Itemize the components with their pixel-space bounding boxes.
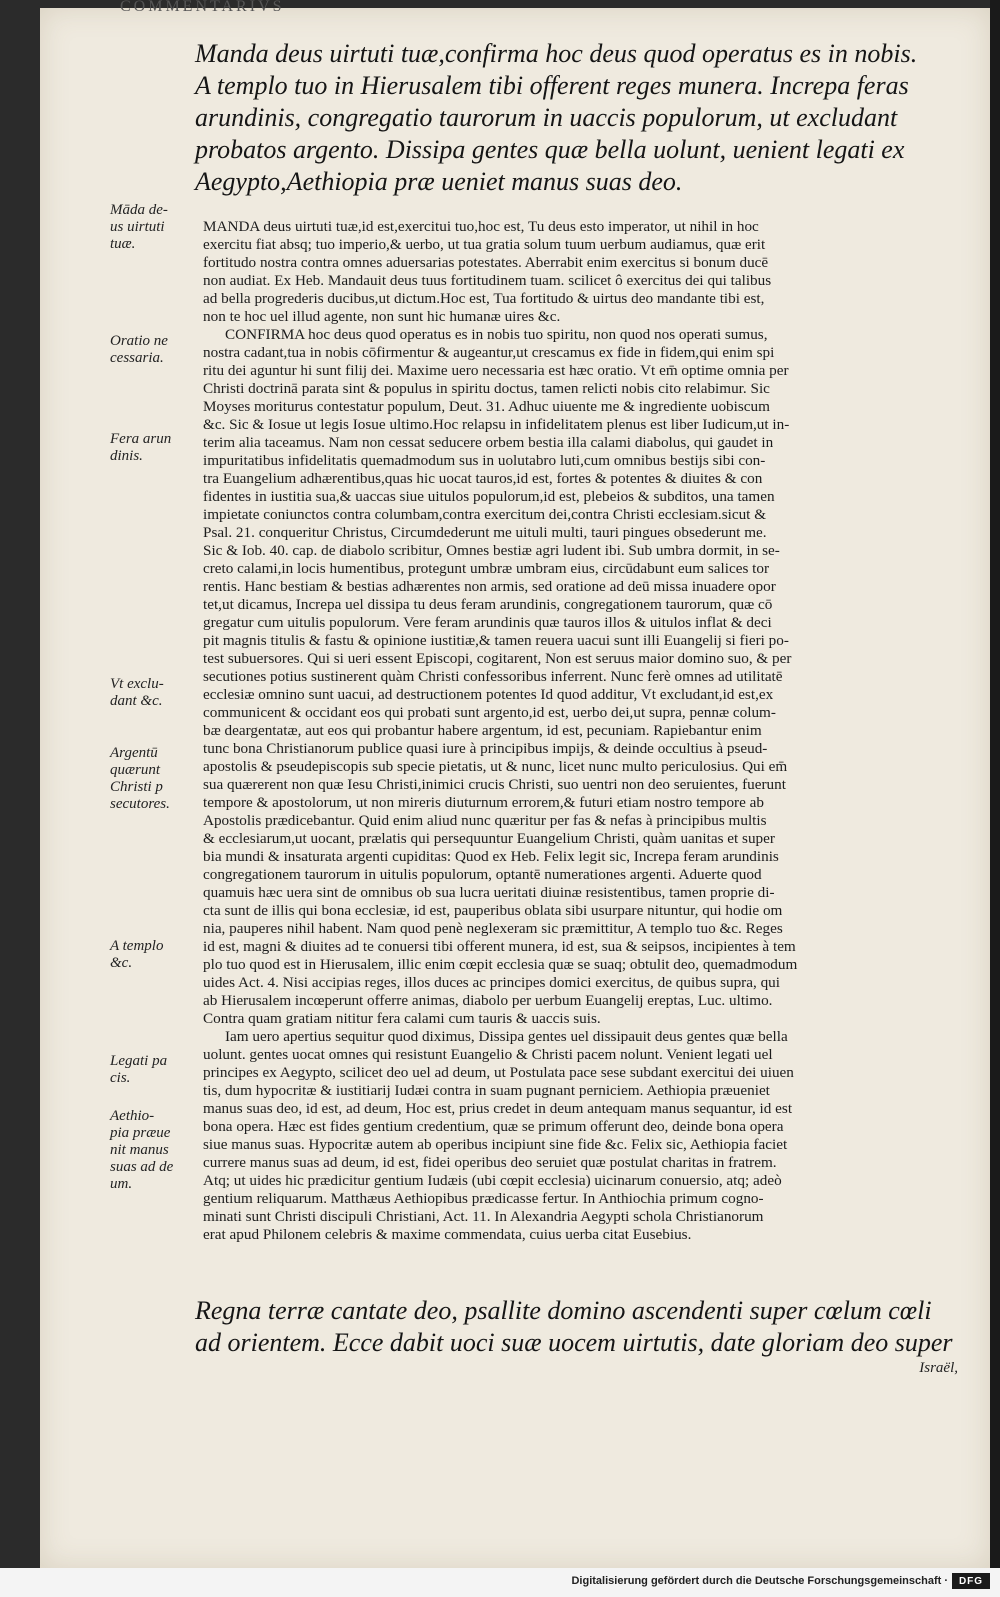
commentary-line: Psal. 21. conqueritur Christus, Circumdederunt me uituli multi, tauri pingues obsederunt me. [203,524,767,541]
commentary-line: minati sunt Christi discipuli Christiani, Act. 11. In Alexandria Aegypti schola Christianorum [203,1208,764,1225]
margin-note-line: um. [110,1176,133,1192]
margin-note-argentum [110,745,205,813]
margin-note-line: quærunt [110,762,161,778]
commentary-line: MANDA deus uirtuti tuæ,id est,exercitui tuo,hoc est, Tu deus esto imperator, ut nihil in hoc [203,218,759,235]
psalm-line: Manda deus uirtuti tuæ,confirma hoc deus quod operatus es in nobis. [195,39,918,68]
commentary-line: Iam uero apertius sequitur quod diximus, Dissipa gentes uel dissipauit deus gentes quæ bella [225,1028,788,1045]
margin-note-manda [110,202,205,253]
margin-note-line: nit manus [110,1142,169,1158]
commentary-line: & ecclesiarum,ut uocant, prælatis qui persequuntur Euangelium Christi, quàm uanitas et super [203,830,775,847]
commentary-line: Moyses moriturus contestatur populum, Deut. 31. Adhuc uiuente me & ingrediente uobiscum [203,398,770,415]
commentary-line: uolunt. gentes uocat omnes qui resistunt Euangelio & Christi pacem nolunt. Venient legati uel [203,1046,773,1063]
commentary-line: plo tuo quod est in Hierusalem, illic enim cœpit ecclesia quæ se suaq; obtulit deo, quemadmodum [203,956,798,973]
margin-note-line: tuæ. [110,236,136,252]
psalm-line: ad orientem. Ecce dabit uoci suæ uocem uirtutis, date gloriam deo super [195,1328,953,1357]
commentary-line: Apostolis prædicebantur. Quid enim aliud nunc quæritur per fas & nefas à principibus multis [203,812,767,829]
commentary-line: principes ex Aegypto, scilicet deo uel ad deum, ut Postulata pace sese subdant exercitui dei uiuen [203,1064,794,1081]
commentary-line: non audiat. Ex Heb. Mandauit deus tuus fortitudinem tuam. scilicet ô exercitus dei qui talibus [203,272,772,289]
margin-note-line: dant &c. [110,693,163,709]
commentary-line: terim alia taceamus. Nam non cessat seducere orbem bestia illa calami diabolus, qui gaudet in [203,434,774,451]
commentary-text [203,218,985,1244]
commentary-line: fidentes in iustitia sua,& uaccas siue uitulos populorum,id est, plebeios & subditos, una tamen [203,488,775,505]
commentary-line: ab Hierusalem incœperunt offerre animas, diabolo per uerbum Euangelij ereptas, Luc. ultimo. [203,992,773,1009]
psalm-line: A templo tuo in Hierusalem tibi offerent reges munera. Increpa feras [195,71,909,100]
running-head: COMMENTARIVS [120,0,285,15]
margin-note-ut-excludant [110,676,205,710]
commentary-line: &c. Sic & Iosue ut legis Iosue ultimo.Hoc relapsu in infidelitatem plenus est liber Iudicum,ut in- [203,416,790,433]
commentary-line: id est, magni & diuites ad te conuersi tibi offerent munera, id est, sua & seipsos, incipientes à tem [203,938,796,955]
commentary-line: impuritatibus infidelitatis quemadmodum sus in uolutabro luti,cum omnibus bestijs sibi con- [203,452,766,469]
commentary-line: siue manus suas. Hypocritæ autem ab operibus incipiunt sine fide &c. Felix sic, Aethiopia faciet [203,1136,788,1153]
margin-note-line: Argentū [110,745,158,761]
commentary-line: impietate coniunctos contra columbam,contra exercitum dei,contra Christi ecclesiam.sicut & [203,506,767,523]
funding-credit: Digitalisierung gefördert durch die Deutsche Forschungsgemeinschaft · [571,1575,948,1587]
commentary-line: test subuersores. Qui si ueri essent Episcopi, cogitarent, Non est seruus maior domino suo, & per [203,650,792,667]
commentary-line: currere manus suas ad deum, id est, fidei operibus deo seruiet quæ postulat charitas in fratrem. [203,1154,777,1171]
commentary-line: manus suas deo, id est, ad deum, Hoc est, prius credet in deum antequam manus sequantur, id est [203,1100,793,1117]
margin-note-line: pia præue [110,1125,171,1141]
commentary-line: fortitudo nostra contra omnes aduersarias potestates. Aberrabit enim exercitus si bonum ducē [203,254,769,271]
footer-strip [0,1568,1000,1597]
commentary-line: tra Euangelium adhærentibus,quas hic uocat tauros,id est, fortes & potentes & diuites & con [203,470,763,487]
commentary-line: ecclesiæ omnino sunt uacui, ad destructionem potentes Id quod additur, Vt excludant,id est,ex [203,686,774,703]
commentary-line: sua quærerent non quæ Iesu Christi,inimici crucis Christi, suo uentri non deo seruientes, fuerunt [203,776,786,793]
commentary-line: non te hoc uel illud agente, non sunt hic humanæ uires &c. [203,308,561,325]
commentary-line: uides Act. 4. Nisi accipias reges, illos duces ac principes domici exercitus, de quibus supra, qui [203,974,780,991]
commentary-line: tunc bona Christianorum publice quasi iure à principibus impijs, & deinde occultius à pseud- [203,740,768,757]
psalm-line: Aegypto,Aethiopia præ ueniet manus suas deo. [195,167,683,196]
commentary-line: congregationem taurorum in uitulis populorum, optantē numerationes argenti. Aduerte quod [203,866,762,883]
margin-note-line: cessaria. [110,350,164,366]
commentary-line: erat apud Philonem celebris & maxime commendata, cuius uerba citat Eusebius. [203,1226,692,1243]
commentary-line: bæ deargentatæ, aut eos qui probantur habere argentum, id est, pecuniam. Rapiebantur enim [203,722,762,739]
commentary-line: bona opera. Hæc est fides gentium credentium, quæ se primum offerunt deo, deinde bona opera [203,1118,784,1135]
commentary-line: gregatur cum uitulis populorum. Vere feram arundinis quæ tauros illos & uitulos inflat & deci [203,614,772,631]
commentary-line: Contra quam gratiam nititur fera calami cum tauris & uaccis suis. [203,1010,601,1027]
commentary-line: bia mundi & insaturata argenti cupiditas: Quod ex Heb. Felix legit sic, Increpa feram arundinis [203,848,779,865]
commentary-line: pit magnis titulis & fastu & opinione iustitiæ,& tamen reuera uacui sunt illi Euangelij si fieri po- [203,632,789,649]
margin-note-line: Legati pa [110,1053,168,1069]
commentary-line: nia, pauperes nihil habent. Nam quod penè neglexeram sic præmittitur, A templo tuo &c. Reges [203,920,783,937]
catchword: Israël, [919,1360,958,1376]
psalm-line: Regna terræ cantate deo, psallite domino ascendenti super cœlum cœli [195,1296,932,1325]
commentary-line: secutiones potius sustinerent quàm Christi confessoribus inferrent. Nunc ferè omnes ad utilitatē [203,668,783,685]
commentary-line: CONFIRMA hoc deus quod operatus es in nobis tuo spiritu, non quod nos operati sumus, [225,326,768,343]
commentary-line: tempore & apostolorum, ut non mireris diuturnum errorem,& futuri etiam nostro tempore ab [203,794,764,811]
margin-note-fera [110,431,205,465]
commentary-line: tet,ut dicamus, Increpa uel dissipa tu deus feram arundinis, congregationem taurorum, quæ cō [203,596,773,613]
margin-note-line: Christi p [110,779,163,795]
margin-note-line: cis. [110,1070,131,1086]
margin-note-line: A templo [110,938,164,954]
margin-note-line: Māda de- [110,202,168,218]
commentary-line: gentium reliquarum. Matthæus Aethiopibus prædicasse fertur. In Anthiochia primum cogno- [203,1190,764,1207]
margin-note-line: secutores. [110,796,170,812]
commentary-line: cta sunt de illis qui bona ecclesiæ, id est, pauperibus oblata sibi usurpare nituntur, qui hodie om [203,902,783,919]
margin-note-line: Fera arun [110,431,172,447]
commentary-line: Sic & Iob. 40. cap. de diabolo scribitur, Omnes bestiæ agri ludent ibi. Sub umbra dormit, in se- [203,542,780,559]
margin-note-line: &c. [110,955,133,971]
margin-note-a-templo [110,938,205,972]
commentary-line: exercitu fiat absq; tuo imperio,& uerbo, ut tua gratia solum tuum uerbum audiamus, quæ erit [203,236,766,253]
book-page [40,0,990,1568]
commentary-line: quamuis hæc uera sint de omnibus ob sua lucra ueritati diuinæ resistentibus, tamen proprie di- [203,884,775,901]
margin-notes [40,8,200,1568]
psalm-line: probatos argento. Dissipa gentes quæ bella uolunt, uenient legati ex [195,135,905,164]
margin-note-aethiopia [110,1108,205,1193]
commentary-line: apostolis & pseudepiscopis sub specie pietatis, ut & nunc, licet nunc multo periculosius. Qui em̄ [203,758,788,775]
psalm-text-top [195,38,985,198]
commentary-line: nostra cadant,tua in nobis cōfirmentur & augeantur,ut crescamus ex fide in fidem,qui enim spi [203,344,775,361]
margin-note-line: Oratio ne [110,333,168,349]
dfg-logo: DFG [952,1573,990,1589]
margin-note-line: Aethio- [110,1108,155,1124]
commentary-line: ad bella progrederis ducibus,ut dictum.Hoc est, Tua fortitudo & uirtus deo mandante tibi est, [203,290,765,307]
commentary-line: creto calami,in locis humentibus, protegunt umbræ umbram eius, circūdabunt eum salices tor [203,560,770,577]
commentary-line: Atq; ut uides hic prædicitur gentium Iudæis (ubi cœpit ecclesia) uicinarum conuersio, atq; adeò [203,1172,782,1189]
margin-note-line: dinis. [110,448,143,464]
scan-edge [990,0,1000,1568]
commentary-line: tis, dum hypocritæ & iustitiarij Iudæi contra in suam pugnant perniciem. Aethiopia præueniet [203,1082,770,1099]
psalm-text-bottom [195,1295,985,1359]
margin-note-legati [110,1053,205,1087]
psalm-line: arundinis, congregatio taurorum in uaccis populorum, ut excludant [195,103,898,132]
margin-note-line: Vt exclu- [110,676,164,692]
commentary-line: rentis. Hanc bestiam & bestias adhærentes non armis, sed oratione ad deū missa inuadere opor [203,578,776,595]
margin-note-oratio [110,333,205,367]
commentary-line: ritu dei aguntur hi sunt filij dei. Maxime uero necessaria est hæc oratio. Vt em̄ optime omnia per [203,362,789,379]
margin-note-line: us uirtuti [110,219,165,235]
commentary-line: communicent & occidant eos qui probati sunt argento,id est, uerbo dei,ut supra, pennæ colum- [203,704,776,721]
commentary-line: Christi doctrinā parata sint & populus in spiritu doctus, tamen relicti nobis cito relabimur. Sic [203,380,770,397]
margin-note-line: suas ad de [110,1159,174,1175]
